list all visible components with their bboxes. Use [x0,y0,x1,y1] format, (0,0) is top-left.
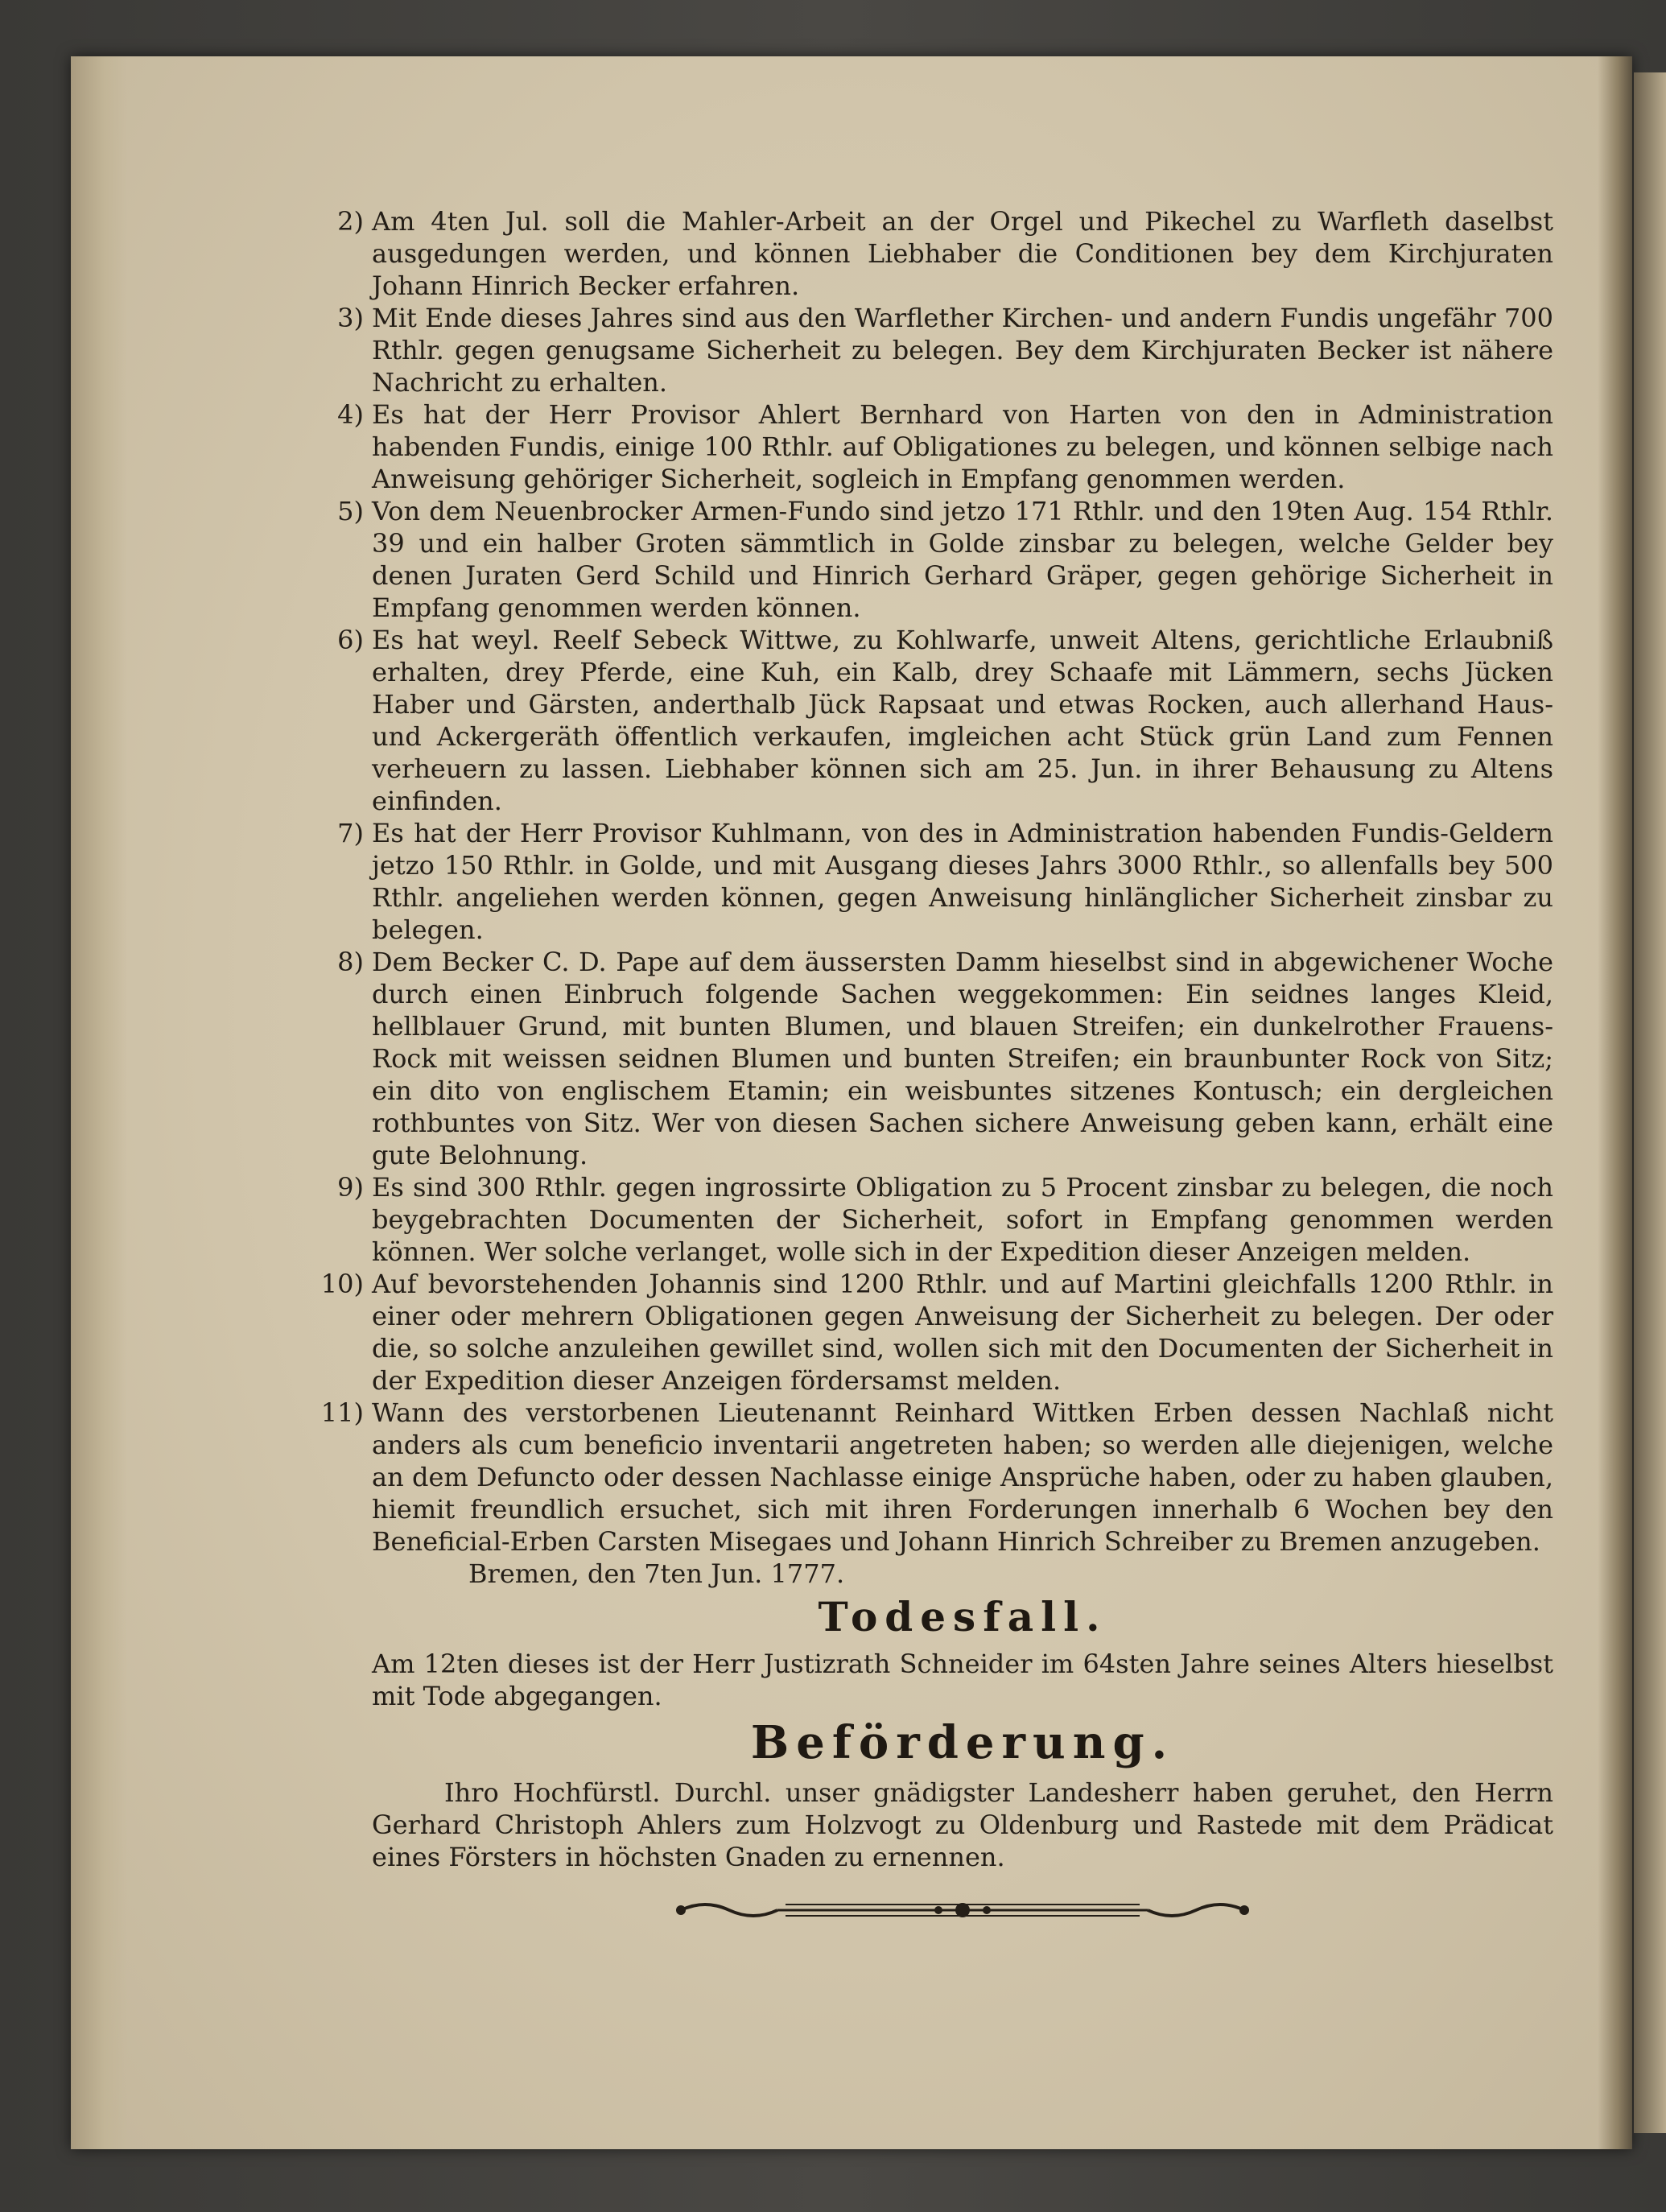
section-heading-todesfall: Todesfall. [818,1593,1107,1640]
page-gutter [1598,56,1632,2149]
notice-entry [337,495,1553,624]
section-heading-befoerderung: Beförderung. [750,1716,1175,1769]
entry-number: 11) [320,1397,364,1428]
notice-entry [337,624,1553,817]
entry-number: 6) [337,625,364,655]
notice-list [320,205,1553,1558]
entry-number: 2) [337,206,364,237]
entry-number: 7) [337,818,364,848]
notice-entry [337,302,1553,398]
facing-page-edge [1634,72,1666,2133]
entry-text: Es sind 300 Rthlr. gegen ingrossirte Obligation zu 5 Procent zinsbar zu belegen, die noch beygebrachten Documenten der Sicherheit, sofort in Empfang genommen werden können. Wer solche verlanget, wolle sich in der Expedition dieser Anzeigen melden. [372,1172,1553,1267]
notice-entry [337,205,1553,302]
entry-text: Dem Becker C. D. Pape auf dem äussersten Damm hieselbst sind in abgewichener Woche durch einen Einbruch folgende Sachen weggekommen: Ein seidnes langes Kleid, hellblauer Grund, mit bunten Blumen, und blauen Streifen; ein dunkelrother Frauens-Rock mit weissen seidnen Blumen und bunten Streifen; ein braunbunter Rock von Sitz; ein dito von englischem Etamin; ein weisbuntes sitzenes Kontusch; ein dergleichen rothbuntes von Sitz. Wer von diesen Sachen sichere Anweisung geben kann, erhält eine gute Belohnung. [372,947,1553,1170]
todesfall-text: Am 12ten dieses ist der Herr Justizrath Schneider im 64sten Jahre seines Alters hieselbst mit Tode abgegangen. [372,1649,1553,1711]
ornament-rule-icon [673,1894,1252,1926]
dateline: Bremen, den 7ten Jun. 1777. [468,1558,845,1589]
notice-entry [337,1171,1553,1268]
entry-number: 5) [337,496,364,526]
entry-text: Am 4ten Jul. soll die Mahler-Arbeit an der Orgel und Pikechel zu Warfleth daselbst ausgedungen werden, und können Liebhaber die Conditionen bey dem Kirchjuraten Johann Hinrich Becker erfahren. [372,206,1553,301]
entry-text: Es hat weyl. Reelf Sebeck Wittwe, zu Kohlwarfe, unweit Altens, gerichtliche Erlaubniß erhalten, drey Pferde, eine Kuh, ein Kalb, drey Schaafe mit Lämmern, sechs Jücken Haber und Gärsten, anderthalb Jück Rapsaat und etwas Rocken, auch allerhand Haus- und Ackergeräth öffentlich verkaufen, imgleichen acht Stück grün Land zum Fennen verheuern zu lassen. Liebhaber können sich am 25. Jun. in ihrer Behausung zu Altens einfinden. [372,625,1553,816]
entry-number: 8) [337,947,364,977]
notice-entry [320,1268,1553,1397]
entry-text: Mit Ende dieses Jahres sind aus den Warflether Kirchen- und andern Fundis ungefähr 700 Rthlr. gegen genugsame Sicherheit zu belegen. Bey dem Kirchjuraten Becker ist nähere Nachricht zu erhalten. [372,303,1553,398]
entry-text: Wann des verstorbenen Lieutenannt Reinhard Wittken Erben dessen Nachlaß nicht anders als cum beneficio inventarii angetreten haben; so werden alle diejenigen, welche an dem Defuncto oder dessen Nachlasse einige Ansprüche haben, oder zu haben glauben, hiemit freundlich ersuchet, sich mit ihren Forderungen innerhalb 6 Wochen bey den Beneficial-Erben Carsten Misegaes und Johann Hinrich Schreiber zu Bremen anzugeben. [372,1397,1553,1557]
page-text [320,205,1553,1926]
entry-number: 4) [337,399,364,430]
notice-entry [320,1397,1553,1558]
entry-text: Es hat der Herr Provisor Ahlert Bernhard von Harten von den in Administration habenden Fundis, einige 100 Rthlr. auf Obligationes zu belegen, und können selbige nach Anweisung gehöriger Sicherheit, sogleich in Empfang genommen werden. [372,399,1553,494]
notice-entry [337,817,1553,946]
notice-entry [337,946,1553,1171]
decorative-ornament [673,1894,1252,1926]
entry-number: 3) [337,303,364,333]
entry-number: 10) [320,1269,364,1299]
entry-text: Es hat der Herr Provisor Kuhlmann, von des in Administration habenden Fundis-Geldern jetzo 150 Rthlr. in Golde, und mit Ausgang dieses Jahrs 3000 Rthlr., so allenfalls bey 500 Rthlr. angeliehen werden können, gegen Anweisung hinlänglicher Sicherheit zinsbar zu belegen. [372,818,1553,945]
entry-text: Von dem Neuenbrocker Armen-Fundo sind jetzo 171 Rthlr. und den 19ten Aug. 154 Rthlr. 39 und ein halber Groten sämmtlich in Golde zinsbar zu belegen, welche Gelder bey denen Juraten Gerd Schild und Hinrich Gerhard Gräper, gegen gehörige Sicherheit in Empfang genommen werden können. [372,496,1553,623]
entry-number: 9) [337,1172,364,1203]
notice-entry [337,398,1553,495]
page-edge [71,56,127,2149]
befoerderung-text: Ihro Hochfürstl. Durchl. unser gnädigster Landesherr haben geruhet, den Herrn Gerhard Christoph Ahlers zum Holzvogt zu Oldenburg und Rastede mit dem Prädicat eines Försters in höchsten Gnaden zu ernennen. [372,1777,1553,1872]
entry-text: Auf bevorstehenden Johannis sind 1200 Rthlr. und auf Martini gleichfalls 1200 Rthlr. in einer oder mehrern Obligationen gegen Anweisung der Sicherheit zu belegen. Der oder die, so solche anzuleihen gewillet sind, wollen sich mit den Documenten der Sicherheit in der Expedition dieser Anzeigen fördersamst melden. [372,1269,1553,1396]
